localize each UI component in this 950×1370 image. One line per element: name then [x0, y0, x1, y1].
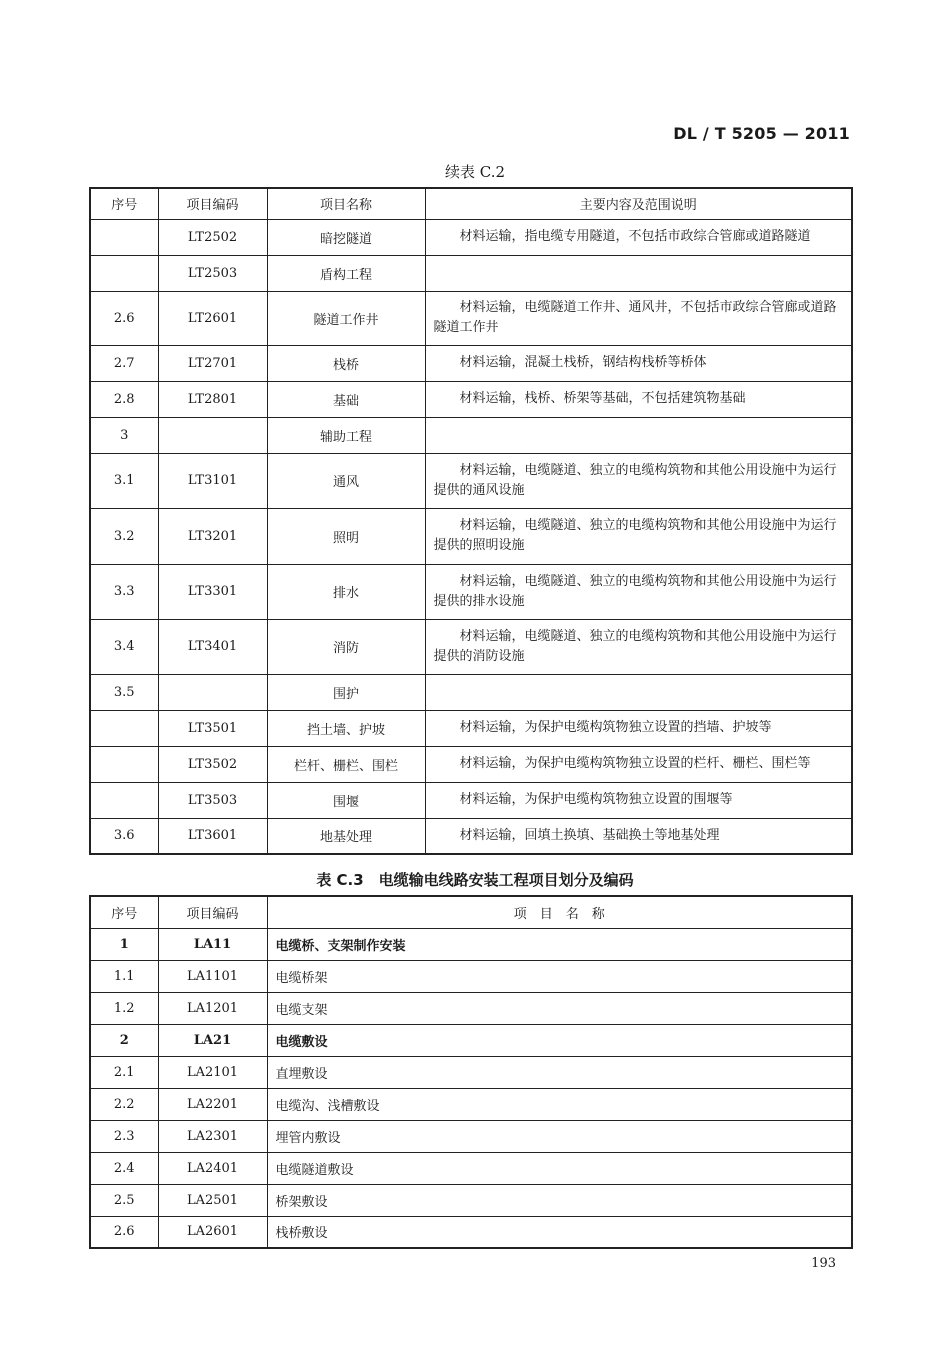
code-cell: LT3503 — [158, 782, 267, 818]
desc-cell — [425, 746, 852, 782]
table-row — [90, 818, 852, 854]
desc-cell — [425, 782, 852, 818]
seq-cell: 3.4 — [90, 619, 158, 674]
table-row — [90, 417, 852, 453]
header-name: 项目名称 — [267, 188, 425, 219]
table-row — [90, 564, 852, 619]
code-cell: LT2502 — [158, 219, 267, 255]
seq-cell: 2.1 — [90, 1056, 158, 1088]
table-row — [90, 1024, 852, 1056]
seq-cell: 2.6 — [90, 291, 158, 345]
header-code: 项目编码 — [158, 896, 267, 928]
seq-cell: 1 — [90, 928, 158, 960]
desc-text: 材料运输，电缆隧道、独立的电缆构筑物和其他公用设施中为运行提供的照明设施 — [433, 518, 837, 553]
name-cell: 消防 — [267, 619, 425, 674]
desc-text: 材料运输，为保护电缆构筑物独立设置的围堰等 — [459, 792, 733, 807]
name-cell: 电缆隧道敷设 — [267, 1152, 852, 1184]
code-cell: LT2503 — [158, 255, 267, 291]
name-cell: 暗挖隧道 — [267, 219, 425, 255]
desc-cell — [425, 219, 852, 255]
name-cell: 隧道工作井 — [267, 291, 425, 345]
desc-text: 材料运输，为保护电缆构筑物独立设置的挡墙、护坡等 — [459, 720, 772, 735]
code-cell: LT2701 — [158, 345, 267, 381]
name-cell: 埋管内敷设 — [267, 1120, 852, 1152]
desc-cell — [425, 508, 852, 564]
table-row — [90, 1056, 852, 1088]
seq-cell — [90, 255, 158, 291]
name-cell: 电缆敷设 — [267, 1024, 852, 1056]
table-c3-header-row — [90, 896, 852, 928]
header-seq: 序号 — [90, 896, 158, 928]
seq-cell: 2 — [90, 1024, 158, 1056]
desc-cell — [425, 345, 852, 381]
code-cell — [158, 674, 267, 710]
desc-text: 材料运输，为保护电缆构筑物独立设置的栏杆、栅栏、围栏等 — [459, 756, 811, 771]
desc-text: 材料运输，混凝土栈桥，钢结构栈桥等桥体 — [459, 355, 707, 370]
table-row — [90, 1184, 852, 1216]
code-cell: LA2301 — [158, 1120, 267, 1152]
table-row — [90, 381, 852, 417]
code-cell: LA11 — [158, 928, 267, 960]
table-c3-body — [90, 928, 852, 1248]
seq-cell: 3.6 — [90, 818, 158, 854]
desc-cell — [425, 255, 852, 291]
seq-cell — [90, 746, 158, 782]
table-c3-caption: 表 C.3 电缆输电线路安装工程项目划分及编码 — [316, 871, 634, 889]
name-cell: 辅助工程 — [267, 417, 425, 453]
table-row — [90, 255, 852, 291]
seq-cell: 2.7 — [90, 345, 158, 381]
name-cell: 栈桥 — [267, 345, 425, 381]
name-cell: 盾构工程 — [267, 255, 425, 291]
table-row — [90, 219, 852, 255]
header-code: 项目编码 — [158, 188, 267, 219]
name-cell: 栏杆、栅栏、围栏 — [267, 746, 425, 782]
seq-cell: 2.4 — [90, 1152, 158, 1184]
desc-cell — [425, 291, 852, 345]
code-cell: LT3301 — [158, 564, 267, 619]
name-cell: 基础 — [267, 381, 425, 417]
table-row — [90, 710, 852, 746]
name-cell: 挡土墙、护坡 — [267, 710, 425, 746]
code-cell: LA2501 — [158, 1184, 267, 1216]
desc-text: 材料运输，指电缆专用隧道，不包括市政综合管廊或道路隧道 — [459, 229, 811, 244]
table-row — [90, 992, 852, 1024]
table-c2 — [89, 187, 853, 855]
code-cell: LA2101 — [158, 1056, 267, 1088]
name-cell: 通风 — [267, 453, 425, 508]
table-c2-body — [90, 219, 852, 854]
name-cell: 栈桥敷设 — [267, 1216, 852, 1248]
name-cell: 电缆桥架 — [267, 960, 852, 992]
desc-cell — [425, 381, 852, 417]
desc-cell — [425, 619, 852, 674]
desc-cell — [425, 564, 852, 619]
code-cell: LA1101 — [158, 960, 267, 992]
seq-cell: 2.5 — [90, 1184, 158, 1216]
code-cell: LT3101 — [158, 453, 267, 508]
table-row — [90, 345, 852, 381]
table-row — [90, 453, 852, 508]
seq-cell: 1.2 — [90, 992, 158, 1024]
desc-text: 材料运输，电缆隧道、独立的电缆构筑物和其他公用设施中为运行提供的通风设施 — [433, 462, 837, 498]
desc-cell — [425, 674, 852, 710]
seq-cell: 3 — [90, 417, 158, 453]
desc-cell — [425, 453, 852, 508]
code-cell: LA2601 — [158, 1216, 267, 1248]
name-cell: 照明 — [267, 508, 425, 564]
table-row — [90, 1120, 852, 1152]
table-row — [90, 782, 852, 818]
code-cell: LT3502 — [158, 746, 267, 782]
desc-text: 材料运输，回填土换填、基础换土等地基处理 — [459, 827, 720, 843]
table-row — [90, 619, 852, 674]
name-cell: 围护 — [267, 674, 425, 710]
table-c2-caption: 续表 C.2 — [444, 163, 506, 181]
seq-cell: 3.5 — [90, 674, 158, 710]
seq-cell: 3.2 — [90, 508, 158, 564]
code-cell: LT2801 — [158, 381, 267, 417]
header-name: 项 目 名 称 — [267, 896, 852, 928]
table-row — [90, 1216, 852, 1248]
code-cell — [158, 417, 267, 453]
code-cell: LT3601 — [158, 818, 267, 854]
code-cell: LT3201 — [158, 508, 267, 564]
table-row — [90, 674, 852, 710]
desc-text: 材料运输，电缆隧道、独立的电缆构筑物和其他公用设施中为运行提供的消防设施 — [433, 628, 837, 664]
code-cell: LA21 — [158, 1024, 267, 1056]
code-cell: LA1201 — [158, 992, 267, 1024]
seq-cell: 3.3 — [90, 564, 158, 619]
table-row — [90, 928, 852, 960]
name-cell: 地基处理 — [267, 818, 425, 854]
code-cell: LT2601 — [158, 291, 267, 345]
name-cell: 电缆桥、支架制作安装 — [267, 928, 852, 960]
table-row — [90, 1088, 852, 1120]
desc-text: 材料运输，栈桥、桥架等基础，不包括建筑物基础 — [459, 391, 746, 406]
seq-cell: 2.2 — [90, 1088, 158, 1120]
seq-cell: 2.6 — [90, 1216, 158, 1248]
name-cell: 桥架敷设 — [267, 1184, 852, 1216]
desc-text: 材料运输，电缆隧道工作井、通风井，不包括市政综合管廊或道路隧道工作井 — [433, 300, 837, 335]
table-row — [90, 291, 852, 345]
name-cell: 围堰 — [267, 782, 425, 818]
standard-code: DL / T 5205 — 2011 — [673, 124, 850, 143]
seq-cell: 3.1 — [90, 453, 158, 508]
table-row — [90, 746, 852, 782]
seq-cell — [90, 710, 158, 746]
name-cell: 直埋敷设 — [267, 1056, 852, 1088]
desc-cell — [425, 710, 852, 746]
seq-cell — [90, 219, 158, 255]
seq-cell: 2.8 — [90, 381, 158, 417]
header-desc: 主要内容及范围说明 — [425, 188, 852, 219]
desc-cell — [425, 818, 852, 854]
seq-cell: 2.3 — [90, 1120, 158, 1152]
seq-cell: 1.1 — [90, 960, 158, 992]
table-row — [90, 960, 852, 992]
table-c3 — [89, 895, 853, 1249]
name-cell: 排水 — [267, 564, 425, 619]
page-number: 193 — [811, 1256, 836, 1271]
name-cell: 电缆支架 — [267, 992, 852, 1024]
code-cell: LA2201 — [158, 1088, 267, 1120]
table-row — [90, 508, 852, 564]
code-cell: LA2401 — [158, 1152, 267, 1184]
desc-cell — [425, 417, 852, 453]
table-c2-header-row — [90, 188, 852, 219]
seq-cell — [90, 782, 158, 818]
code-cell: LT3501 — [158, 710, 267, 746]
table-row — [90, 1152, 852, 1184]
header-seq: 序号 — [90, 188, 158, 219]
code-cell: LT3401 — [158, 619, 267, 674]
desc-text: 材料运输，电缆隧道、独立的电缆构筑物和其他公用设施中为运行提供的排水设施 — [433, 573, 837, 609]
name-cell: 电缆沟、浅槽敷设 — [267, 1088, 852, 1120]
